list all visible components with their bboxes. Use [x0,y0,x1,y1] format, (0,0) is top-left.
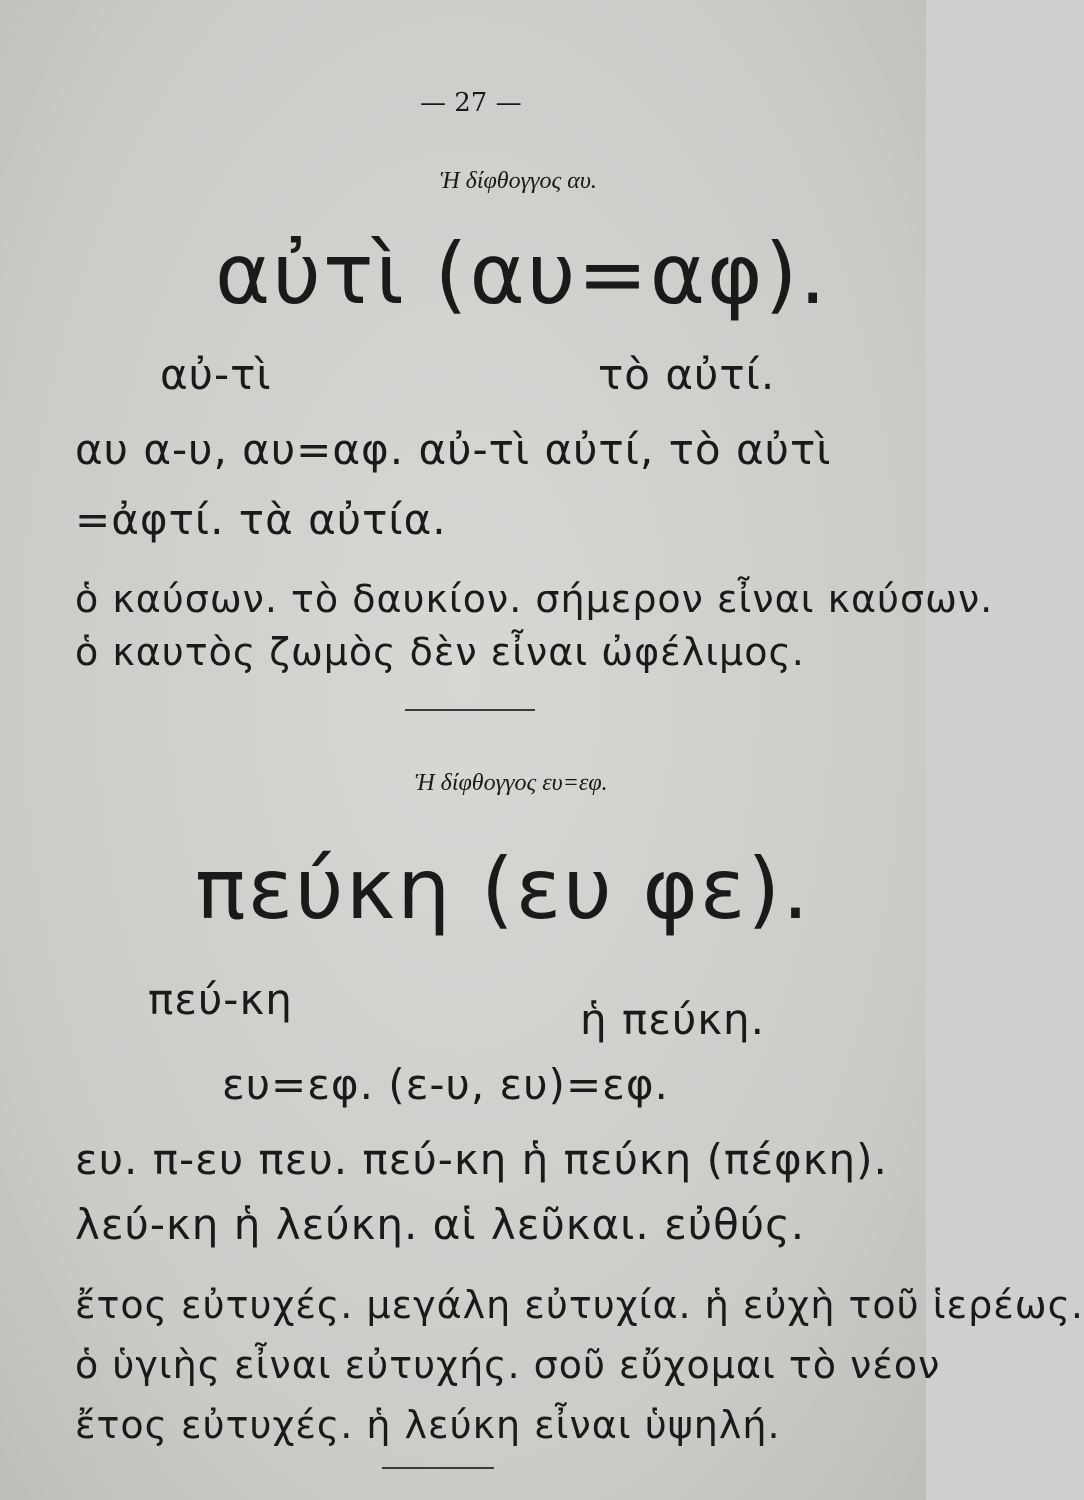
section-title-eu: πεύκη (ευ φε). [195,840,811,938]
text-line: ἔτος εὐτυχές. ἡ λεύκη εἶναι ὑψηλή. [75,1403,781,1447]
syllable-word: αὐ-τὶ [160,350,272,399]
article-word: ἡ πεύκη. [580,995,765,1044]
text-line: ἔτος εὐτυχές. μεγάλη εὐτυχία. ἡ εὐχὴ τοῦ ἱερέως. [75,1283,1084,1327]
page-number: — 27 — [420,88,522,118]
syllable-word: πεύ-κη [148,975,293,1024]
text-line: ευ. π-ευ πευ. πεύ-κη ἡ πεύκη (πέφκη). [75,1135,888,1184]
text-line: ὁ καύσων. τὸ δαυκίον. σήμερον εἶναι καύσων. [75,577,994,621]
text-line: ὁ καυτὸς ζωμὸς δὲν εἶναι ὠφέλιμος. [75,630,805,674]
article-word: τὸ αὐτί. [598,350,776,399]
section-title-au: αὐτὶ (αυ=αφ). [215,225,829,323]
text-line: λεύ-κη ἡ λεύκη. αἱ λεῦκαι. εὐθύς. [75,1200,806,1249]
section-heading-au: Ἡ δίφθογγος αυ. [440,168,597,194]
page-end-rule [382,1467,494,1469]
section-divider [405,709,535,711]
text-line: ὁ ὑγιὴς εἶναι εὐτυχής. σοῦ εὔχομαι τὸ νέον [75,1343,941,1387]
section-heading-eu: Ἡ δίφθογγος ευ=εφ. [415,770,608,796]
text-line: αυ α-υ, αυ=αφ. αὐ-τὶ αὐτί, τὸ αὐτὶ [75,425,832,474]
text-line: =ἀφτί. τὰ αὐτία. [75,495,447,544]
text-line: ευ=εφ. (ε-υ, ευ)=εφ. [222,1060,669,1109]
